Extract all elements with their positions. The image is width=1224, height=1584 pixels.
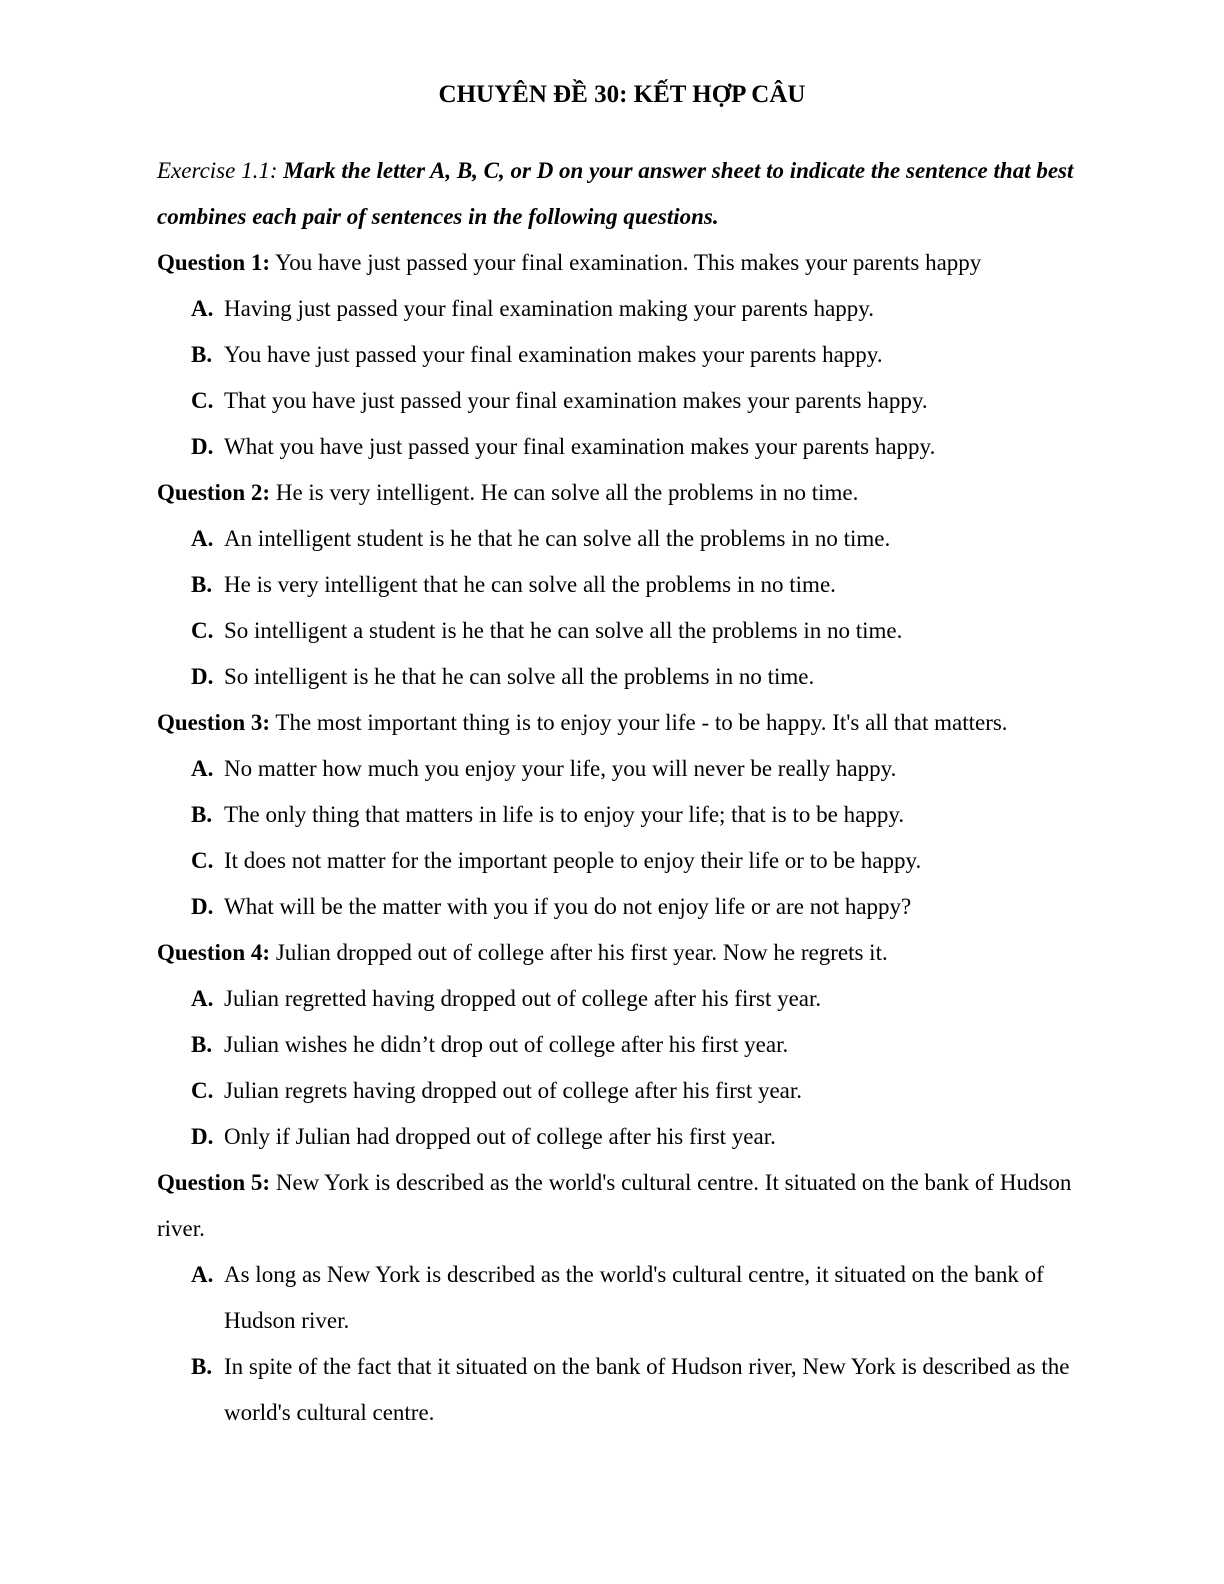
question-block — [157, 240, 1087, 470]
option-text: Julian wishes he didn’t drop out of college after his first year. — [224, 1032, 789, 1057]
answer-option-d — [157, 424, 1087, 470]
option-letter: C. — [191, 388, 214, 413]
option-letter: B. — [191, 802, 213, 827]
option-text: As long as New York is described as the world's cultural centre, it situated on the bank of Hudson river. — [224, 1262, 1044, 1333]
option-letter: B. — [191, 572, 213, 597]
question-text: The most important thing is to enjoy your life - to be happy. It's all that matters. — [270, 710, 1008, 735]
answer-option-b — [157, 332, 1087, 378]
option-letter: C. — [191, 1078, 214, 1103]
answer-option-b — [157, 792, 1087, 838]
option-letter: A. — [191, 1262, 214, 1287]
answer-option-c — [157, 1068, 1087, 1114]
page-title: CHUYÊN ĐỀ 30: KẾT HỢP CÂU — [438, 81, 806, 108]
option-letter: B. — [191, 342, 213, 367]
option-text: Having just passed your final examination making your parents happy. — [224, 296, 875, 321]
question-stem — [157, 1160, 1087, 1252]
answer-option-a — [157, 1252, 1087, 1344]
question-text: He is very intelligent. He can solve all the problems in no time. — [270, 480, 859, 505]
option-letter: A. — [191, 756, 214, 781]
answer-option-a — [157, 286, 1087, 332]
option-letter: D. — [191, 664, 214, 689]
option-letter: D. — [191, 894, 214, 919]
answer-option-b — [157, 1344, 1087, 1436]
option-letter: A. — [191, 986, 214, 1011]
option-text: What will be the matter with you if you do not enjoy life or are not happy? — [224, 894, 912, 919]
option-text: Julian regretted having dropped out of college after his first year. — [224, 986, 822, 1011]
question-label: Question 1: — [157, 250, 271, 275]
question-text: You have just passed your final examination. This makes your parents happy — [270, 250, 982, 275]
question-stem — [157, 700, 1087, 746]
exercise-instruction-text: Mark the letter A, B, C, or D on your answer sheet to indicate the sentence that best combines each pair of sentences in the following questions. — [157, 158, 1074, 229]
option-text: In spite of the fact that it situated on the bank of Hudson river, New York is described as the world's cultural centre. — [224, 1354, 1070, 1425]
document-page — [157, 70, 1087, 1436]
option-text: Julian regrets having dropped out of college after his first year. — [224, 1078, 803, 1103]
question-text: Julian dropped out of college after his first year. Now he regrets it. — [270, 940, 888, 965]
option-text: So intelligent is he that he can solve all the problems in no time. — [224, 664, 815, 689]
option-letter: D. — [191, 1124, 214, 1149]
answer-option-d — [157, 1114, 1087, 1160]
question-stem — [157, 470, 1087, 516]
option-text: You have just passed your final examination makes your parents happy. — [224, 342, 883, 367]
question-label: Question 5: — [157, 1170, 271, 1195]
answer-option-c — [157, 838, 1087, 884]
question-text: New York is described as the world's cultural centre. It situated on the bank of Hudson river. — [157, 1170, 1072, 1241]
answer-option-b — [157, 562, 1087, 608]
question-stem — [157, 930, 1087, 976]
question-block — [157, 1160, 1087, 1436]
option-letter: D. — [191, 434, 214, 459]
question-block — [157, 470, 1087, 700]
answer-option-d — [157, 654, 1087, 700]
option-text: He is very intelligent that he can solve all the problems in no time. — [224, 572, 836, 597]
answer-option-b — [157, 1022, 1087, 1068]
option-text: An intelligent student is he that he can solve all the problems in no time. — [224, 526, 891, 551]
answer-option-c — [157, 608, 1087, 654]
answer-option-a — [157, 746, 1087, 792]
option-text: No matter how much you enjoy your life, you will never be really happy. — [224, 756, 897, 781]
option-text: It does not matter for the important people to enjoy their life or to be happy. — [224, 848, 922, 873]
exercise-separator: : — [269, 158, 284, 183]
exercise-instruction — [157, 148, 1087, 240]
exercise-label: Exercise 1.1 — [157, 158, 270, 183]
option-text: So intelligent a student is he that he can solve all the problems in no time. — [224, 618, 903, 643]
question-stem — [157, 240, 1087, 286]
option-text: The only thing that matters in life is to enjoy your life; that is to be happy. — [224, 802, 905, 827]
option-text: What you have just passed your final examination makes your parents happy. — [224, 434, 936, 459]
option-letter: B. — [191, 1032, 213, 1057]
question-label: Question 4: — [157, 940, 271, 965]
question-label: Question 2: — [157, 480, 271, 505]
answer-option-d — [157, 884, 1087, 930]
option-letter: C. — [191, 618, 214, 643]
option-letter: A. — [191, 526, 214, 551]
answer-option-a — [157, 976, 1087, 1022]
question-label: Question 3: — [157, 710, 271, 735]
option-letter: C. — [191, 848, 214, 873]
answer-option-a — [157, 516, 1087, 562]
question-block — [157, 930, 1087, 1160]
option-letter: B. — [191, 1354, 213, 1379]
question-block — [157, 700, 1087, 930]
answer-option-c — [157, 378, 1087, 424]
option-letter: A. — [191, 296, 214, 321]
option-text: Only if Julian had dropped out of college after his first year. — [224, 1124, 776, 1149]
option-text: That you have just passed your final examination makes your parents happy. — [224, 388, 928, 413]
